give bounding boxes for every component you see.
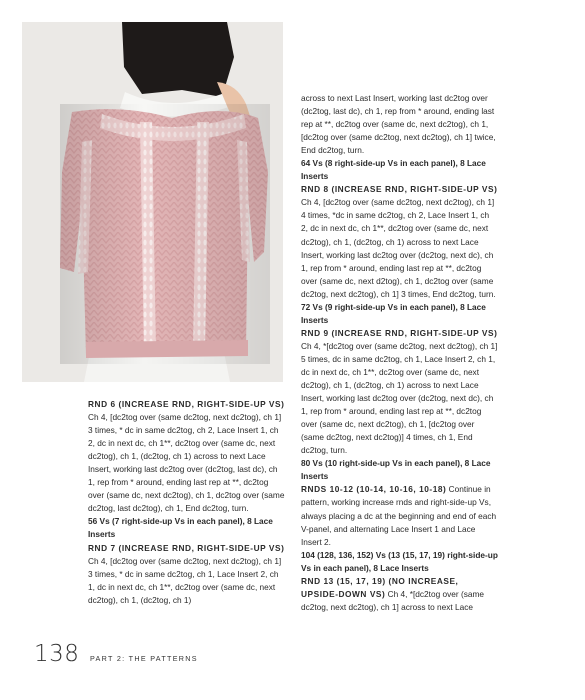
round-heading: RND 13 (15, 17, 19) (NO INCREASE, UPSIDE-DOWN VS) [301,575,459,599]
round-summary: 104 (128, 136, 152) Vs (13 (15, 17, 19) right-side-up Vs in each panel), 8 Lace Inserts [301,549,498,573]
sweater-back-photo [22,22,283,382]
instructions-left-column [88,398,285,607]
round-heading: RNDS 10-12 (10-14, 10-16, 10-18) [301,484,447,495]
round-summary: 64 Vs (8 right-side-up Vs in each panel), 8 Lace Inserts [301,158,486,182]
round-heading: RND 9 (INCREASE RND, RIGHT-SIDE-UP VS) [301,327,498,338]
round-7-instruction [88,542,285,607]
photo-illustration [22,22,283,382]
round-6-instruction [88,398,285,515]
rounds-10-12-instruction [301,483,498,548]
round-summary: 56 Vs (7 right-side-up Vs in each panel), 8 Lace Inserts [88,516,273,540]
round-8-instruction [301,183,498,300]
running-head: PART 2: THE PATTERNS [90,654,198,663]
round-body: across to next Last Insert, working last dc2tog over (dc2tog, last dc), ch 1, rep from * around, ending last rep at **, dc2tog over (same dc, next dc2tog), ch 1, [dc2tog over (same dc2tog, next dc2tog), ch 1] twice, End dc2tog, turn. [301,93,496,156]
round-body: Ch 4, [dc2tog over (same dc2tog, next dc2tog), ch 1] 3 times, * dc in same dc2tog, ch 2, Lace Insert 1, ch 2, dc in next dc, ch 1**, dc2tog over (same dc, next dc2tog), ch 1, (dc2tog, ch 1) across to next Lace Insert, working last dc2tog over (dc2tog, last dc), ch 1, rep from * around, ending last rep at **, dc2tog over (same dc, next dc2tog), ch 1, dc2tog over (same dc2tog, last dc2tog), ch 1, End dc2tog, turn. [88,412,285,514]
round-body: Ch 4, [dc2tog over (same dc2tog, next dc2tog), ch 1] 3 times, * dc in same dc2tog, ch 1, Lace Insert 2, ch 1, dc in next dc, ch 1**, dc2tog over (same dc, next dc2tog), ch 1, (dc2tog, ch 1) [88,555,282,605]
round-heading: RND 6 (INCREASE RND, RIGHT-SIDE-UP VS) [88,399,285,409]
round-body: Ch 4, [dc2tog over (same dc2tog, next dc2tog), ch 1] 4 times, *dc in same dc2tog, ch 2, Lace Insert 1, ch 2, dc in next dc, ch 1**, dc2tog over (same dc, next dc2tog), ch 1, (dc2tog, ch 1) across to next Lace Insert, working last dc2tog over (dc2tog, next dc), ch 1, rep from * around, ending last rep at **, dc2tog over (same dc, next d2tog), ch 1, dc2tog over (same dc2tog, next dc2tog), ch 1] 3 times, End dc2tog, turn. [301,197,496,299]
round-heading: RND 7 (INCREASE RND, RIGHT-SIDE-UP VS) [88,542,285,553]
round-body: Ch 4, *[dc2tog over (same dc2tog, next dc2tog), ch 1] 5 times, dc in same dc2tog, ch 1, Lace Insert 2, ch 1, dc in next dc, ch 1**, dc2tog over (same dc, next dc2tog), ch 1, (dc2tog, ch 1) across to next Lace Insert, working last dc2tog over (dc2tog, next dc), ch 1, rep from * around, ending last rep at **, dc2tog over (same dc, next dc2tog), ch 1, [dc2tog over (same dc2tog, next dc2tog)] 4 times, ch 1, End dc2tog, turn. [301,340,498,456]
instructions-right-column [301,92,498,614]
round-7-continued [301,92,498,157]
round-13-instruction [301,575,498,614]
round-9-instruction [301,327,498,457]
round-heading: RND 8 (INCREASE RND, RIGHT-SIDE-UP VS) [301,184,498,195]
round-body: Ch 4, *[dc2tog over (same dc2tog, next dc2tog), ch 1] across to next Lace [301,588,485,612]
round-body: Continue in pattern, working increase rnds and right-side-up Vs, always placing a dc at the beginning and end of each V-panel, and alternating Lace Insert 1 and Lace Insert 2. [301,484,497,547]
round-summary: 72 Vs (9 right-side-up Vs in each panel), 8 Lace Inserts [301,301,486,325]
round-summary: 80 Vs (10 right-side-up Vs in each panel), 8 Lace Inserts [301,458,491,482]
page-number: 138 [34,641,80,667]
